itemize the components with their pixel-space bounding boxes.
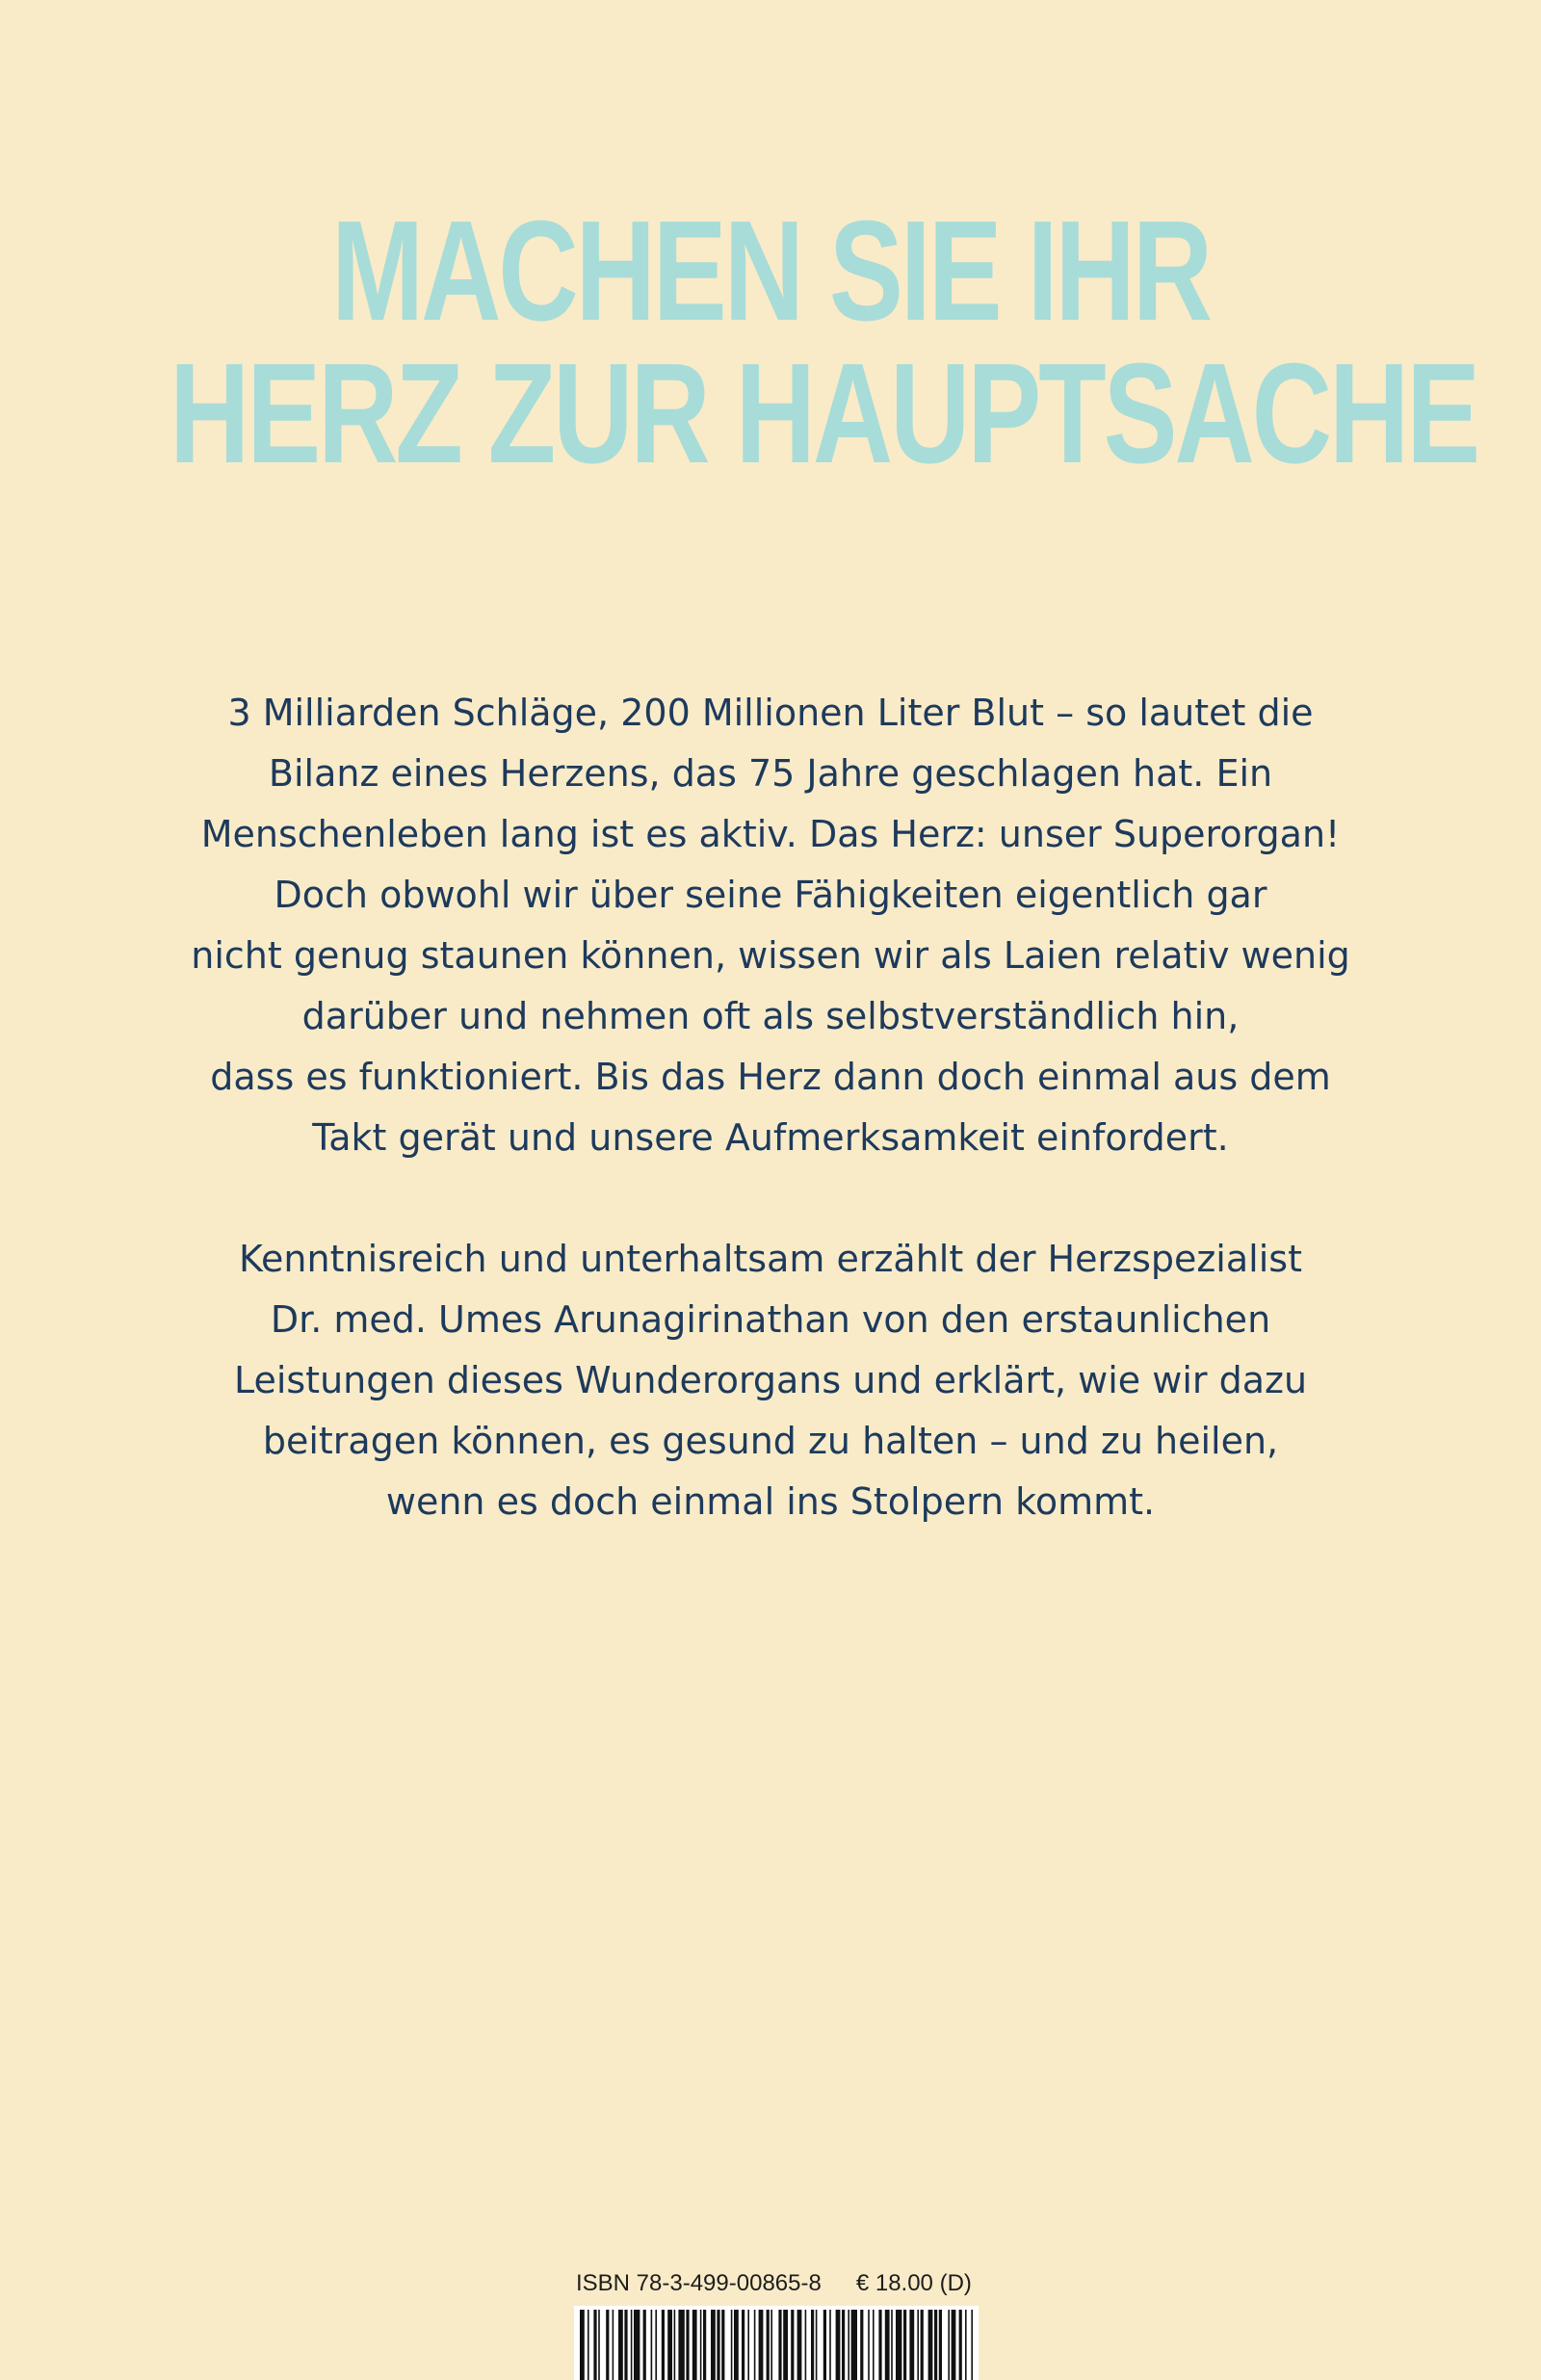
barcode-bar bbox=[588, 2310, 589, 2380]
barcode-bar bbox=[921, 2310, 924, 2380]
barcode-bar bbox=[613, 2310, 614, 2380]
barcode-bar bbox=[700, 2310, 702, 2380]
barcode-bar bbox=[811, 2310, 814, 2380]
blurb-line: Menschenleben lang ist es aktiv. Das Herz: unser Superorgan! bbox=[200, 813, 1341, 855]
blurb-line: nicht genug staunen können, wissen wir als Laien relativ wenig bbox=[191, 934, 1350, 977]
barcode-bar bbox=[606, 2310, 609, 2380]
barcode-bar bbox=[593, 2310, 596, 2380]
blurb-line: Doch obwohl wir über seine Fähigkeiten eigentlich gar bbox=[274, 874, 1267, 916]
barcode-bar bbox=[678, 2310, 684, 2380]
barcode-bar bbox=[909, 2310, 914, 2380]
barcode-bar bbox=[580, 2310, 585, 2380]
barcode-bar bbox=[917, 2310, 919, 2380]
barcode-bar bbox=[952, 2310, 956, 2380]
barcode-bar bbox=[631, 2310, 633, 2380]
blurb-line: Leistungen dieses Wunderorgans und erklärt, wie wir dazu bbox=[233, 1359, 1308, 1401]
barcode-bar bbox=[903, 2310, 906, 2380]
blurb-line: Takt gerät und unsere Aufmerksamkeit einfordert. bbox=[312, 1116, 1229, 1159]
barcode-bar bbox=[655, 2310, 657, 2380]
blurb-line: dass es funktioniert. Bis das Herz dann doch einmal aus dem bbox=[210, 1056, 1331, 1098]
barcode-bar bbox=[731, 2310, 733, 2380]
barcode-bar bbox=[829, 2310, 831, 2380]
barcode-bar bbox=[747, 2310, 749, 2380]
barcode-bar bbox=[797, 2310, 802, 2380]
barcode-bar bbox=[873, 2310, 875, 2380]
barcode-bar bbox=[634, 2310, 640, 2380]
barcode-bar bbox=[851, 2310, 857, 2380]
isbn-price-line bbox=[576, 2269, 980, 2298]
barcode-bar bbox=[598, 2310, 600, 2380]
barcode-bar bbox=[878, 2310, 881, 2380]
barcode-bar bbox=[770, 2310, 772, 2380]
barcode-bar bbox=[860, 2310, 863, 2380]
barcode-bar bbox=[836, 2310, 841, 2380]
barcode-bar bbox=[965, 2310, 967, 2380]
barcode-bar bbox=[896, 2310, 901, 2380]
barcode-bar bbox=[842, 2310, 845, 2380]
barcode-bar bbox=[734, 2310, 739, 2380]
blurb-line: wenn es doch einmal ins Stolpern kommt. bbox=[385, 1480, 1156, 1523]
barcode-bar bbox=[624, 2310, 627, 2380]
blurb-line: darüber und nehmen oft als selbstverständlich hin, bbox=[301, 995, 1240, 1037]
barcode-bar bbox=[703, 2310, 706, 2380]
barcode-bar bbox=[662, 2310, 665, 2380]
barcode-bar bbox=[721, 2310, 724, 2380]
blurb-paragraph-1 bbox=[96, 683, 1445, 1168]
blurb-paragraph-2 bbox=[96, 1229, 1445, 1532]
barcode-bar bbox=[717, 2310, 719, 2380]
barcode-bar bbox=[939, 2310, 942, 2380]
barcode-bar bbox=[778, 2310, 781, 2380]
barcode-bar bbox=[651, 2310, 653, 2380]
barcode-bar bbox=[885, 2310, 890, 2380]
barcode-bar bbox=[643, 2310, 646, 2380]
barcode-bar bbox=[948, 2310, 950, 2380]
barcode-bar bbox=[934, 2310, 937, 2380]
headline-line: MACHEN SIE IHR bbox=[331, 192, 1210, 351]
isbn-label: ISBN 78-3-499-00865-8 bbox=[576, 2270, 822, 2296]
barcode-bar bbox=[674, 2310, 676, 2380]
barcode-bar bbox=[868, 2310, 870, 2380]
barcode-bar bbox=[618, 2310, 623, 2380]
barcode-bar bbox=[686, 2310, 689, 2380]
barcode-bar bbox=[759, 2310, 764, 2380]
barcode-bar bbox=[959, 2310, 962, 2380]
barcode-bar bbox=[711, 2310, 716, 2380]
blurb-line: Kenntnisreich und unterhaltsam erzählt der Herzspezialist bbox=[239, 1238, 1302, 1280]
barcode-bar bbox=[692, 2310, 697, 2380]
barcode-bar bbox=[783, 2310, 788, 2380]
barcode-bar bbox=[971, 2310, 973, 2380]
barcode-graphic bbox=[574, 2306, 979, 2380]
blurb-line: 3 Milliarden Schläge, 200 Millionen Liter Blut – so lautet die bbox=[227, 692, 1314, 734]
barcode-bar bbox=[816, 2310, 818, 2380]
barcode-bar bbox=[767, 2310, 770, 2380]
barcode-bar bbox=[848, 2310, 849, 2380]
price-label: € 18.00 (D) bbox=[855, 2270, 972, 2296]
barcode bbox=[574, 2306, 979, 2380]
barcode-bar bbox=[805, 2310, 807, 2380]
blurb-line: beitragen können, es gesund zu halten – und zu heilen, bbox=[262, 1420, 1279, 1462]
barcode-bar bbox=[791, 2310, 794, 2380]
barcode-bar bbox=[928, 2310, 933, 2380]
barcode-bar bbox=[742, 2310, 744, 2380]
barcode-bar bbox=[754, 2310, 756, 2380]
headline-line: HERZ ZUR HAUPTSACHE bbox=[170, 334, 1478, 493]
blurb-line: Bilanz eines Herzens, das 75 Jahre geschlagen hat. Ein bbox=[268, 752, 1273, 795]
barcode-bar bbox=[891, 2310, 893, 2380]
barcode-bar bbox=[667, 2310, 672, 2380]
headline bbox=[170, 192, 1478, 493]
blurb-line: Dr. med. Umes Arunagirinathan von den erstaunlichen bbox=[270, 1298, 1271, 1341]
barcode-bar bbox=[823, 2310, 826, 2380]
